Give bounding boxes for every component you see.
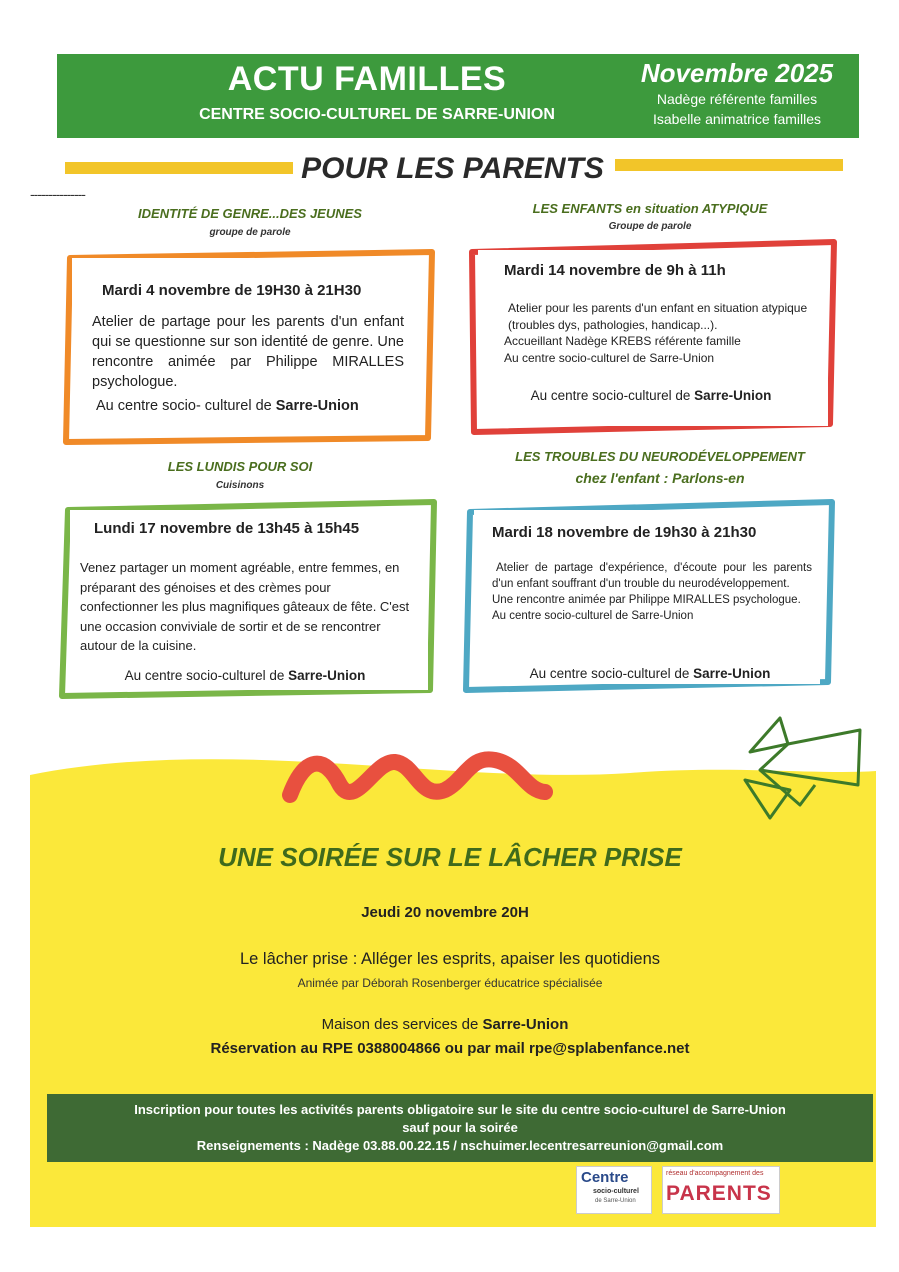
yellow-divider-left	[65, 162, 293, 174]
footer-line: Inscription pour toutes les activités parents obligatoire sur le site du centre socio-culturel de Sarre-Union	[134, 1102, 786, 1117]
staff-list	[617, 89, 857, 129]
activity-2-subtitle: Groupe de parole	[608, 221, 692, 232]
description-line: Atelier de partage d'expérience, d'écoute pour les parents d'un enfant souffrant d'un trouble du neurodéveloppement.	[492, 562, 812, 590]
location-town: Sarre-Union	[482, 1016, 569, 1033]
location-town: Sarre-Union	[275, 398, 359, 414]
card-activity-4	[474, 510, 820, 684]
card-location	[96, 398, 396, 414]
activity-4-title-line-2: chez l'enfant : Parlons-en	[575, 470, 745, 486]
page-subtitle: CENTRE SOCIO-CULTUREL DE SARRE-UNION	[199, 106, 555, 123]
card-location	[90, 668, 400, 683]
location-prefix: Au centre socio- culturel de	[96, 398, 276, 414]
location-prefix: Au centre socio-culturel de	[529, 666, 694, 681]
activity-3-title: LES LUNDIS POUR SOI	[167, 459, 313, 474]
card-description	[504, 300, 814, 366]
card-activity-1	[72, 258, 424, 434]
activity-1-title: IDENTITÉ DE GENRE...DES JEUNES	[138, 206, 362, 221]
description-line: Atelier pour les parents d'un enfant en situation atypique (troubles dys, pathologies, handicap...).	[508, 301, 808, 332]
yellow-divider-right	[615, 159, 843, 171]
logo-centre-town: de Sarre-Union	[595, 1198, 636, 1204]
card-date: Lundi 17 novembre de 13h45 à 15h45	[94, 520, 360, 537]
card-activity-3	[70, 510, 428, 690]
soiree-host: Animée par Déborah Rosenberger éducatrice spécialisée	[297, 976, 603, 990]
activity-1-subtitle: groupe de parole	[209, 227, 291, 238]
header-banner	[57, 54, 859, 138]
location-town: Sarre-Union	[693, 666, 771, 681]
footer-contact: Renseignements : Nadège 03.88.00.22.15 / nschuimer.lecentresarreunion@gmail.com	[196, 1138, 724, 1153]
location-town: Sarre-Union	[288, 668, 366, 683]
card-date: Mardi 18 novembre de 19h30 à 21h30	[492, 524, 757, 541]
soiree-date: Jeudi 20 novembre 20H	[361, 904, 529, 921]
activity-4-title: LES TROUBLES DU NEURODÉVELOPPEMENT	[515, 449, 805, 464]
card-location	[498, 388, 804, 403]
activity-2-title: LES ENFANTS en situation ATYPIQUE	[532, 201, 768, 216]
card-description	[492, 560, 812, 624]
squiggle-decoration	[280, 750, 560, 810]
footer-band	[47, 1094, 873, 1162]
logo-reseau-text: réseau d'accompagnement des	[666, 1170, 764, 1177]
description-line: Accueillant Nadège KREBS référente famille	[504, 334, 741, 348]
soiree-theme: Le lâcher prise : Alléger les esprits, apaiser les quotidiens	[239, 950, 661, 968]
staff-item: Nadège référente familles	[656, 91, 818, 107]
logo-centre-sub: socio-culturel	[593, 1188, 639, 1195]
logo-centre-socio-culturel	[576, 1166, 652, 1214]
staff-item: Isabelle animatrice familles	[652, 111, 822, 127]
paper-plane-icon	[740, 710, 870, 830]
card-description: Venez partager un moment agréable, entre femmes, en préparant des génoises et des crèmes pour confectionner les plus magnifiques gâteaux de fête. C'est une occasion conviviale de sortir et de se rencontrer autour de la cuisine.	[80, 560, 410, 653]
location-prefix: Maison des services de	[321, 1016, 483, 1033]
dash-line: ---------------	[30, 186, 85, 202]
month-label: Novembre 2025	[640, 58, 834, 88]
description-line: Au centre socio-culturel de Sarre-Union	[492, 610, 694, 622]
section-title: POUR LES PARENTS	[301, 152, 604, 185]
location-prefix: Au centre socio-culturel de	[530, 388, 695, 403]
soiree-reservation: Réservation au RPE 0388004866 ou par mail rpe@splabenfance.net	[210, 1040, 690, 1057]
logo-centre-name: Centre	[581, 1169, 629, 1186]
card-date: Mardi 14 novembre de 9h à 11h	[504, 262, 726, 279]
logo-reseau-parents	[662, 1166, 780, 1214]
soiree-location	[200, 1016, 690, 1033]
location-town: Sarre-Union	[694, 388, 772, 403]
card-activity-2	[478, 250, 828, 426]
location-prefix: Au centre socio-culturel de	[124, 668, 289, 683]
footer-line: sauf pour la soirée	[402, 1120, 518, 1135]
activity-3-subtitle: Cuisinons	[215, 480, 265, 491]
soiree-title: UNE SOIRÉE SUR LE LÂCHER PRISE	[218, 842, 682, 872]
description-line: Au centre socio-culturel de Sarre-Union	[504, 350, 715, 365]
description-line: Une rencontre animée par Philippe MIRALLES psychologue.	[492, 594, 801, 606]
card-location	[490, 666, 810, 681]
page-title: ACTU FAMILLES	[227, 60, 507, 98]
logo-parents-text: PARENTS	[666, 1182, 772, 1205]
card-date: Mardi 4 novembre de 19H30 à 21H30	[102, 282, 362, 299]
card-description: Atelier de partage pour les parents d'un enfant qui se questionne sur son identité de genre. Une rencontre animée par Philippe MIRALLES psychologue.	[92, 314, 404, 390]
